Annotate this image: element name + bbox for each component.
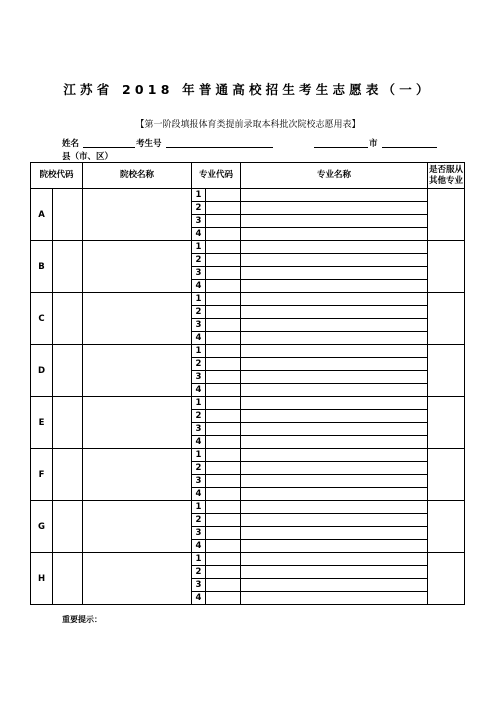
major-name-cell[interactable] — [241, 332, 428, 345]
major-number: 2 — [192, 514, 206, 527]
group-letter: C — [31, 293, 53, 345]
group-letter: H — [31, 553, 53, 605]
major-number: 3 — [192, 423, 206, 436]
major-name-cell[interactable] — [241, 540, 428, 553]
major-code-cell[interactable] — [206, 189, 241, 202]
major-name-cell[interactable] — [241, 228, 428, 241]
major-code-cell[interactable] — [206, 527, 241, 540]
important-note: 重要提示： — [62, 615, 102, 624]
school-code-cell[interactable] — [53, 449, 83, 501]
major-number: 2 — [192, 410, 206, 423]
name-label: 姓名 — [62, 139, 80, 149]
major-code-cell[interactable] — [206, 228, 241, 241]
accept-other-cell[interactable] — [428, 345, 465, 397]
county-label: 县（市、区） — [62, 152, 114, 162]
group-letter: D — [31, 345, 53, 397]
city-label: 市 — [369, 139, 378, 149]
school-name-cell[interactable] — [83, 189, 192, 241]
major-name-cell[interactable] — [241, 397, 428, 410]
major-number: 3 — [192, 579, 206, 592]
major-code-cell[interactable] — [206, 267, 241, 280]
accept-other-cell[interactable] — [428, 189, 465, 241]
major-name-cell[interactable] — [241, 514, 428, 527]
school-code-cell[interactable] — [53, 189, 83, 241]
table-row — [31, 345, 465, 358]
school-code-cell[interactable] — [53, 241, 83, 293]
major-number: 1 — [192, 241, 206, 254]
major-name-cell[interactable] — [241, 293, 428, 306]
major-number: 2 — [192, 202, 206, 215]
major-number: 1 — [192, 449, 206, 462]
major-number: 1 — [192, 189, 206, 202]
exam-no-label: 考生号 — [136, 139, 162, 149]
group-letter: E — [31, 397, 53, 449]
major-code-cell[interactable] — [206, 280, 241, 293]
header-school-code: 院校代码 — [31, 163, 83, 189]
major-name-cell[interactable] — [241, 410, 428, 423]
major-code-cell[interactable] — [206, 384, 241, 397]
major-code-cell[interactable] — [206, 592, 241, 605]
major-name-cell[interactable] — [241, 553, 428, 566]
major-number: 3 — [192, 475, 206, 488]
table-row — [31, 293, 465, 306]
major-code-cell[interactable] — [206, 514, 241, 527]
table-row — [31, 241, 465, 254]
major-name-cell[interactable] — [241, 306, 428, 319]
table-row — [31, 397, 465, 410]
major-number: 3 — [192, 319, 206, 332]
major-code-cell[interactable] — [206, 397, 241, 410]
major-number: 2 — [192, 254, 206, 267]
major-number: 4 — [192, 228, 206, 241]
major-code-cell[interactable] — [206, 215, 241, 228]
major-code-cell[interactable] — [206, 449, 241, 462]
school-code-cell[interactable] — [53, 345, 83, 397]
major-number: 4 — [192, 436, 206, 449]
major-code-cell[interactable] — [206, 358, 241, 371]
school-name-cell[interactable] — [83, 293, 192, 345]
major-code-cell[interactable] — [206, 371, 241, 384]
school-code-cell[interactable] — [53, 397, 83, 449]
major-name-cell[interactable] — [241, 254, 428, 267]
major-name-cell[interactable] — [241, 358, 428, 371]
major-number: 4 — [192, 384, 206, 397]
header-major-code: 专业代码 — [192, 163, 241, 189]
major-number: 1 — [192, 293, 206, 306]
major-number: 2 — [192, 566, 206, 579]
major-code-cell[interactable] — [206, 332, 241, 345]
school-name-cell[interactable] — [83, 449, 192, 501]
major-number: 3 — [192, 267, 206, 280]
group-letter: F — [31, 449, 53, 501]
major-name-cell[interactable] — [241, 215, 428, 228]
major-number: 1 — [192, 501, 206, 514]
header-accept-other: 是否服从其他专业 — [428, 163, 465, 189]
major-code-cell[interactable] — [206, 410, 241, 423]
major-code-cell[interactable] — [206, 241, 241, 254]
table-row — [31, 449, 465, 462]
school-name-cell[interactable] — [83, 553, 192, 605]
accept-other-cell[interactable] — [428, 553, 465, 605]
major-code-cell[interactable] — [206, 319, 241, 332]
major-code-cell[interactable] — [206, 553, 241, 566]
major-number: 3 — [192, 371, 206, 384]
major-code-cell[interactable] — [206, 501, 241, 514]
major-name-cell[interactable] — [241, 449, 428, 462]
major-number: 4 — [192, 592, 206, 605]
school-code-cell[interactable] — [53, 293, 83, 345]
major-name-cell[interactable] — [241, 423, 428, 436]
major-name-cell[interactable] — [241, 345, 428, 358]
accept-other-cell[interactable] — [428, 241, 465, 293]
major-number: 4 — [192, 488, 206, 501]
major-name-cell[interactable] — [241, 566, 428, 579]
major-name-cell[interactable] — [241, 384, 428, 397]
table-row — [31, 553, 465, 566]
city-field[interactable] — [314, 147, 368, 148]
major-code-cell[interactable] — [206, 540, 241, 553]
major-name-cell[interactable] — [241, 501, 428, 514]
school-name-cell[interactable] — [83, 241, 192, 293]
form-title: 江苏省 2018 年普通高校招生考生志愿表（一） — [63, 82, 433, 97]
school-code-cell[interactable] — [53, 553, 83, 605]
major-number: 4 — [192, 332, 206, 345]
major-code-cell[interactable] — [206, 462, 241, 475]
header-major-name: 专业名称 — [241, 163, 428, 189]
accept-other-cell[interactable] — [428, 293, 465, 345]
major-code-cell[interactable] — [206, 306, 241, 319]
school-name-cell[interactable] — [83, 345, 192, 397]
group-letter: A — [31, 189, 53, 241]
application-table — [30, 162, 465, 605]
major-name-cell[interactable] — [241, 592, 428, 605]
name-field[interactable] — [83, 147, 135, 148]
major-name-cell[interactable] — [241, 202, 428, 215]
major-name-cell[interactable] — [241, 267, 428, 280]
major-name-cell[interactable] — [241, 527, 428, 540]
table-row — [31, 501, 465, 514]
major-name-cell[interactable] — [241, 371, 428, 384]
major-number: 3 — [192, 527, 206, 540]
major-name-cell[interactable] — [241, 189, 428, 202]
major-number: 1 — [192, 397, 206, 410]
major-number: 3 — [192, 215, 206, 228]
form-subtitle: 【第一阶段填报体育类提前录取本科批次院校志愿用表】 — [135, 120, 361, 130]
major-code-cell[interactable] — [206, 566, 241, 579]
major-code-cell[interactable] — [206, 579, 241, 592]
major-number: 1 — [192, 553, 206, 566]
school-name-cell[interactable] — [83, 501, 192, 553]
major-code-cell[interactable] — [206, 345, 241, 358]
major-number: 4 — [192, 540, 206, 553]
major-number: 1 — [192, 345, 206, 358]
major-name-cell[interactable] — [241, 280, 428, 293]
group-letter: B — [31, 241, 53, 293]
school-code-cell[interactable] — [53, 501, 83, 553]
major-name-cell[interactable] — [241, 462, 428, 475]
major-name-cell[interactable] — [241, 488, 428, 501]
major-code-cell[interactable] — [206, 436, 241, 449]
major-number: 2 — [192, 462, 206, 475]
accept-other-cell[interactable] — [428, 449, 465, 501]
major-name-cell[interactable] — [241, 475, 428, 488]
accept-other-cell[interactable] — [428, 397, 465, 449]
major-code-cell[interactable] — [206, 475, 241, 488]
table-row — [31, 189, 465, 202]
major-number: 4 — [192, 280, 206, 293]
major-name-cell[interactable] — [241, 241, 428, 254]
major-number: 2 — [192, 306, 206, 319]
major-code-cell[interactable] — [206, 488, 241, 501]
major-name-cell[interactable] — [241, 436, 428, 449]
major-name-cell[interactable] — [241, 319, 428, 332]
school-name-cell[interactable] — [83, 397, 192, 449]
header-school-name: 院校名称 — [83, 163, 192, 189]
major-name-cell[interactable] — [241, 579, 428, 592]
major-code-cell[interactable] — [206, 423, 241, 436]
major-code-cell[interactable] — [206, 293, 241, 306]
exam-no-field[interactable] — [166, 147, 273, 148]
county-field[interactable] — [382, 147, 437, 148]
major-number: 2 — [192, 358, 206, 371]
major-code-cell[interactable] — [206, 254, 241, 267]
group-letter: G — [31, 501, 53, 553]
accept-other-cell[interactable] — [428, 501, 465, 553]
major-code-cell[interactable] — [206, 202, 241, 215]
